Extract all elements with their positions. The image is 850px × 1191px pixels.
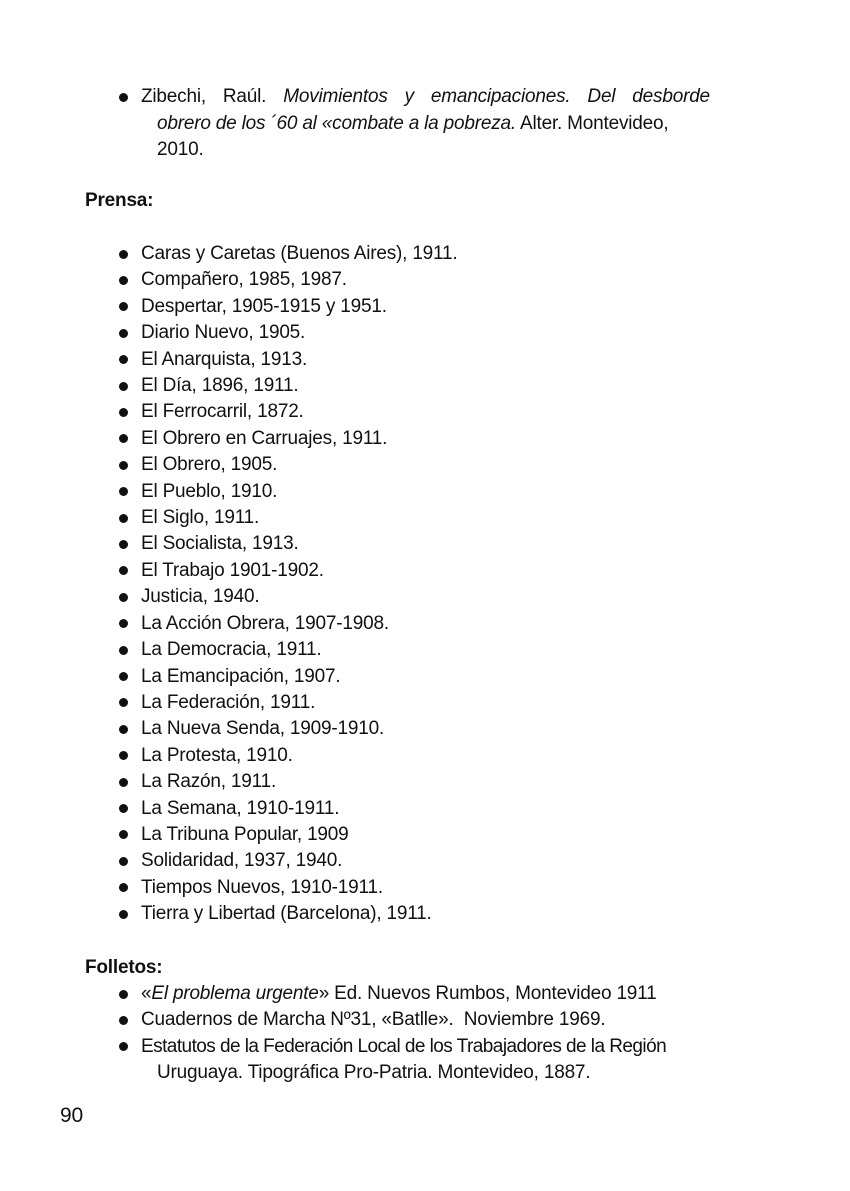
prensa-item-text: La Democracia, 1911. [141,639,322,661]
list-item [0,822,850,848]
word: y [404,86,414,107]
list-item [0,743,850,769]
reference-line-3: 2010. [157,139,204,160]
prensa-item-text: El Siglo, 1911. [141,507,260,529]
bullet-icon [119,566,128,575]
bullet-icon [119,883,128,892]
list-item [0,664,850,690]
bullet-icon [119,619,128,628]
folleto-text: Cuadernos de Marcha Nº31, «Batlle». Noviembre 1969. [141,1009,606,1031]
list-item [0,875,850,901]
list-item [0,848,850,874]
bullet-icon [119,93,128,102]
bullet-icon [119,1042,128,1051]
prensa-item-text: El Día, 1896, 1911. [141,375,299,397]
folleto-details: » Ed. Nuevos Rumbos, Montevideo 1911 [318,983,657,1004]
prensa-item-text: El Ferrocarril, 1872. [141,401,304,423]
list-item [0,796,850,822]
word: desborde [632,86,710,107]
list-item [0,981,850,1007]
folletos-list [0,981,850,1087]
prensa-item-text: La Nueva Senda, 1909-1910. [141,718,385,740]
bullet-icon [119,408,128,417]
prensa-item-text: Diario Nuevo, 1905. [141,322,306,344]
list-item [0,320,850,346]
prensa-item-text: El Pueblo, 1910. [141,480,278,502]
prensa-item-text: Caras y Caretas (Buenos Aires), 1911. [141,243,458,264]
list-item [0,769,850,795]
prensa-item-text: Tiempos Nuevos, 1910-1911. [141,876,383,898]
bullet-icon [119,672,128,681]
bullet-icon [119,250,128,259]
list-item [0,373,850,399]
quote-open: « [141,983,152,1004]
reference-line-2 [141,111,710,138]
bullet-icon [119,461,128,470]
prensa-item-text: La Tribuna Popular, 1909 [141,823,349,845]
word: Raúl. [222,86,267,107]
bullet-icon [119,593,128,602]
bullet-icon [119,646,128,655]
list-item [0,505,850,531]
list-item [0,611,850,637]
prensa-item-text: La Federación, 1911. [141,691,316,713]
prensa-item-text: Tierra y Libertad (Barcelona), 1911. [141,903,432,925]
list-item [0,399,850,425]
list-item [0,479,850,505]
reference-item [0,84,850,164]
list-item [0,637,850,663]
list-item [0,1007,850,1033]
list-item [0,901,850,927]
prensa-item-text: La Razón, 1911. [141,771,277,793]
prensa-heading: Prensa: [85,190,154,211]
folletos-heading: Folletos: [85,957,163,978]
intro-reference [0,84,850,164]
folleto-title-italic: El problema urgente [151,983,319,1004]
page-number: 90 [60,1104,83,1127]
bullet-icon [119,487,128,496]
prensa-item-text: La Semana, 1910-1911. [141,797,340,819]
prensa-item-text: Despertar, 1905-1915 y 1951. [141,295,387,317]
prensa-list [0,241,850,928]
bullet-icon [119,302,128,311]
list-item [0,558,850,584]
bullet-icon [119,857,128,866]
folleto-text-line-2: Uruguaya. Tipográfica Pro-Patria. Montevideo, 1887. [157,1062,591,1084]
reference-publisher: Alter. Montevideo, [515,112,669,134]
prensa-item-text: La Acción Obrera, 1907-1908. [141,612,389,634]
prensa-item-text: La Protesta, 1910. [141,744,293,766]
bullet-icon [119,355,128,364]
prensa-item-text: Compañero, 1985, 1987. [141,269,347,291]
word: Zibechi, [141,86,206,107]
list-item [0,716,850,742]
list-item [0,241,850,267]
bullet-icon [119,329,128,338]
prensa-item-text: Justicia, 1940. [141,586,260,608]
bullet-icon [119,751,128,760]
list-item [0,531,850,557]
bullet-icon [119,910,128,919]
list-item [0,426,850,452]
bullet-icon [119,1016,128,1025]
bullet-icon [119,540,128,549]
bullet-icon [119,514,128,523]
list-item [0,452,850,478]
prensa-item-text: El Socialista, 1913. [141,533,299,555]
word: Movimientos [283,86,388,107]
prensa-item-text: La Emancipación, 1907. [141,665,341,687]
reference-title-italic: obrero de los ´60 al «combate a la pobreza. [157,112,516,134]
word: emancipaciones. [430,86,571,107]
list-item [0,690,850,716]
bullet-icon [119,698,128,707]
bullet-icon [119,778,128,787]
list-item [0,347,850,373]
reference-line-1 [141,84,710,111]
bullet-icon [119,276,128,285]
prensa-item-text: El Obrero en Carruajes, 1911. [141,427,388,449]
prensa-item-text: El Anarquista, 1913. [141,348,308,370]
list-item [0,584,850,610]
prensa-item-text: Solidaridad, 1937, 1940. [141,850,343,872]
bullet-icon [119,804,128,813]
folleto-text-line-1: Estatutos de la Federación Local de los Trabajadores de la Región [141,1035,667,1057]
bullet-icon [119,434,128,443]
word: Del [587,86,616,107]
bullet-icon [119,725,128,734]
prensa-item-text: El Trabajo 1901-1902. [141,559,324,581]
list-item [0,1034,850,1087]
list-item [0,294,850,320]
bullet-icon [119,990,128,999]
list-item [0,267,850,293]
prensa-item-text: El Obrero, 1905. [141,454,278,476]
bullet-icon [119,382,128,391]
bullet-icon [119,830,128,839]
